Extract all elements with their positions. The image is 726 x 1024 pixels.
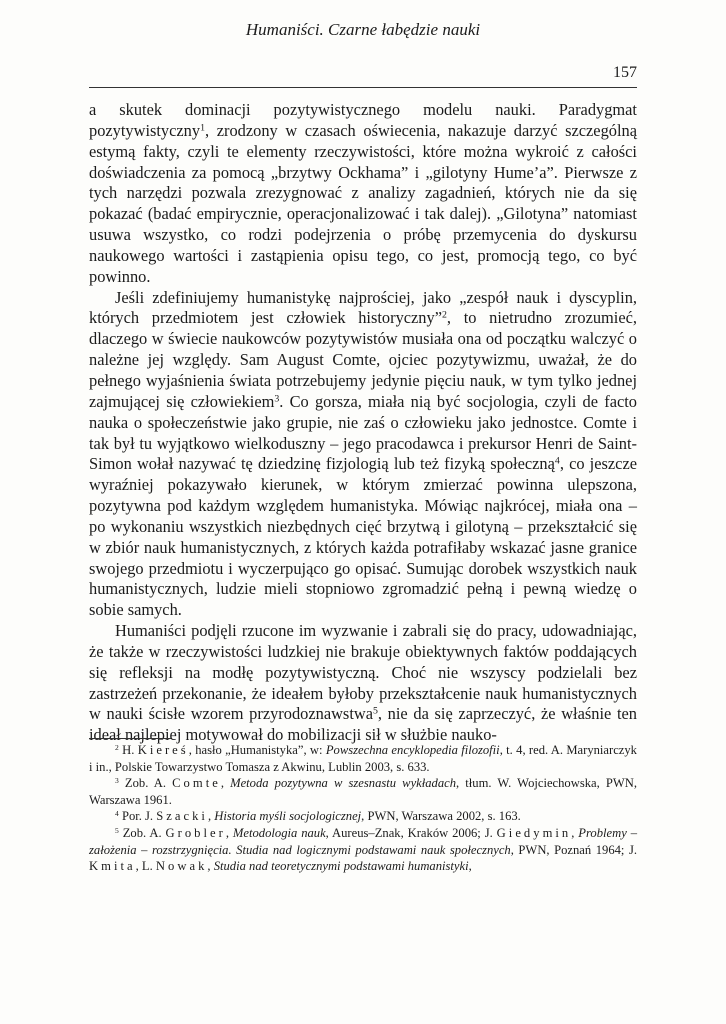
text-run: Jeśli zdefiniujemy humanistykę najprościej, jako „zespół nauk i dyscyplin, których przedmiotem jest człowiek historyczny” bbox=[89, 287, 637, 328]
text-run: , t. 4, red. A. Maryniarczyk i in., Polskie Towarzystwo Tomasza z Akwinu, Lublin 2003, s. 633. bbox=[89, 743, 637, 774]
footnote-ref: 5 bbox=[372, 706, 378, 718]
footnote-ref: 3 bbox=[274, 393, 280, 405]
text-run: , bbox=[225, 825, 233, 840]
footnote-marker: 3 bbox=[115, 776, 119, 786]
footnote-5 bbox=[89, 825, 637, 875]
text-run: , zrodzony w czasach oświecenia, nakazuje darzyć szczególną estymą fakty, czyli te elementy rzeczywistości, które można wykroić z całości doświadczenia za pomocą „brzytwy Ockhama” i „gilotyny Hume’a”. Pierwsze z tych narzędzi pozwala zrezygnować z analizy zagadnień, których nie da się pokazać (badać empirycznie, operacjonalizować i tak dalej). „Gilotyna” natomiast usuwa wszystko, co rodzi podejrzenia o próbę przemycenia do dyskursu naukowego wartości i zastąpienia opisu tego, co jest, promocją tego, co być powinno. bbox=[89, 120, 637, 286]
citation-title: Powszechna encyklopedia filozofii bbox=[325, 743, 500, 757]
text-run: , L. bbox=[135, 859, 156, 874]
text-run: , bbox=[220, 776, 231, 791]
text-run: , hasło „Humanistyka”, w: bbox=[188, 743, 326, 757]
text-run: , PWN, Poznań 1964; J. bbox=[510, 842, 638, 857]
citation-title: Problemy – założenia – rozstrzygnięcia. Studia nad logicznymi podstawami nauk społecznych bbox=[89, 825, 637, 857]
footnote-3 bbox=[89, 775, 637, 808]
author-name: Kmita bbox=[89, 859, 136, 874]
header-rule bbox=[89, 87, 637, 88]
text-run: , bbox=[207, 809, 215, 824]
paragraph-1 bbox=[89, 100, 637, 288]
footnote-2 bbox=[89, 742, 637, 775]
text-run: , co jeszcze wyraźniej pokazywało kierunek, w którym zmierzać powinna ulepszona, pozytywna pod każdym względem humanistyka. Mówiąc najkrócej, miała ona – po wykonaniu wszystkich niezbędnych cięć brzytwą i gilotyną – przekształcić się w zbiór nauk humanistycznych, z których każda potrafiłaby wskazać jasne granice swojego przedmiotu i wyczerpująco go opisać. Sumując dorobek wszystkich nauk humanistycznych, ludzie mieli stopniowo zgromadzić pełną i pewną wiedzę o sobie samych. bbox=[89, 454, 637, 620]
body-text bbox=[89, 100, 637, 746]
text-run: . Co gorsza, miała nią być socjologia, czyli de facto nauka o społeczeństwie jako grupie, nie zaś o człowieku jako jednostce. Comte i tak był tu wyjątkowo wielkoduszny – jego pracodawca i prekursor Henri de Saint-Simon wołał nazywać tę dziedzinę fizjologią lub też fizyką społeczną bbox=[89, 391, 637, 474]
author-name: Grobler bbox=[165, 825, 226, 840]
text-run: , PWN, Warszawa 2002, s. 163. bbox=[361, 809, 521, 824]
paragraph-2 bbox=[89, 288, 637, 622]
author-name: Comte bbox=[172, 776, 221, 791]
page-number: 157 bbox=[613, 64, 637, 81]
running-head-title: Humaniści. Czarne łabędzie nauki bbox=[245, 20, 481, 39]
footnotes bbox=[89, 742, 637, 875]
text-run: , nie da się zaprzeczyć, że właśnie ten ideał najlepiej motywował do mobilizacji sił w służbie nauko- bbox=[89, 704, 637, 745]
text-run: , bbox=[571, 825, 579, 840]
footnote-4 bbox=[89, 808, 637, 825]
text-run: , Aureus–Znak, Kraków 2006; J. bbox=[325, 825, 497, 840]
text-run: Humaniści podjęli rzucone im wyzwanie i zabrali się do pracy, udowadniając, że także w rzeczywistości ludzkiej nie brakuje obiektywnych faktów poddających się refleksji na modłę pozytywistyczną. Choć nie wszyscy podzielali bez zastrzeżeń przekonanie, że ideałem byłoby przekształcenie nauk humanistycznych w nauki ścisłe wzorem przyrodoznawstwa bbox=[89, 621, 637, 724]
author-name: Nowak bbox=[155, 859, 208, 874]
text-run: Zob. A. bbox=[124, 776, 173, 791]
footnote-ref: 4 bbox=[554, 455, 560, 467]
paragraph-3 bbox=[89, 621, 637, 746]
citation-title: Metoda pozytywna w szesnastu wykładach bbox=[230, 776, 457, 791]
footnote-marker: 5 bbox=[115, 825, 119, 835]
citation-title: Historia myśli socjologicznej bbox=[214, 809, 362, 824]
footnote-ref: 1 bbox=[200, 122, 205, 134]
text-run: , tłum. W. Wojciechowska, PWN, Warszawa 1961. bbox=[89, 776, 638, 807]
footnote-marker: 4 bbox=[115, 809, 119, 819]
footnote-marker: 2 bbox=[115, 742, 119, 752]
text-run: , bbox=[468, 859, 472, 874]
text-run: Zob. A. bbox=[122, 825, 166, 840]
text-run: Por. J. bbox=[121, 809, 157, 824]
footnote-rule bbox=[89, 738, 171, 739]
author-name: Giedymin bbox=[496, 825, 572, 840]
footnote-ref: 2 bbox=[441, 310, 447, 322]
text-run: , bbox=[207, 859, 214, 874]
author-name: Szacki bbox=[156, 809, 208, 824]
author-name: Kiereś bbox=[137, 743, 189, 757]
text-run: H. bbox=[122, 743, 138, 757]
text-run: , to nietrudno zrozumieć, dlaczego w świecie naukowców pozytywistów musiała ona od początku walczyć o należne jej względy. Sam August Comte, ojciec pozytywizmu, uważał, że do pełnego wyjaśnienia świata potrzebujemy jedynie pięciu nauk, w tym tylko jednej zajmującej się człowiekiem bbox=[89, 308, 637, 411]
citation-title: Metodologia nauk bbox=[232, 825, 326, 840]
text-run: a skutek dominacji pozytywistycznego modelu nauki. Paradygmat pozytywistyczny bbox=[89, 100, 637, 140]
citation-title: Studia nad teoretycznymi podstawami humanistyki bbox=[213, 859, 469, 874]
